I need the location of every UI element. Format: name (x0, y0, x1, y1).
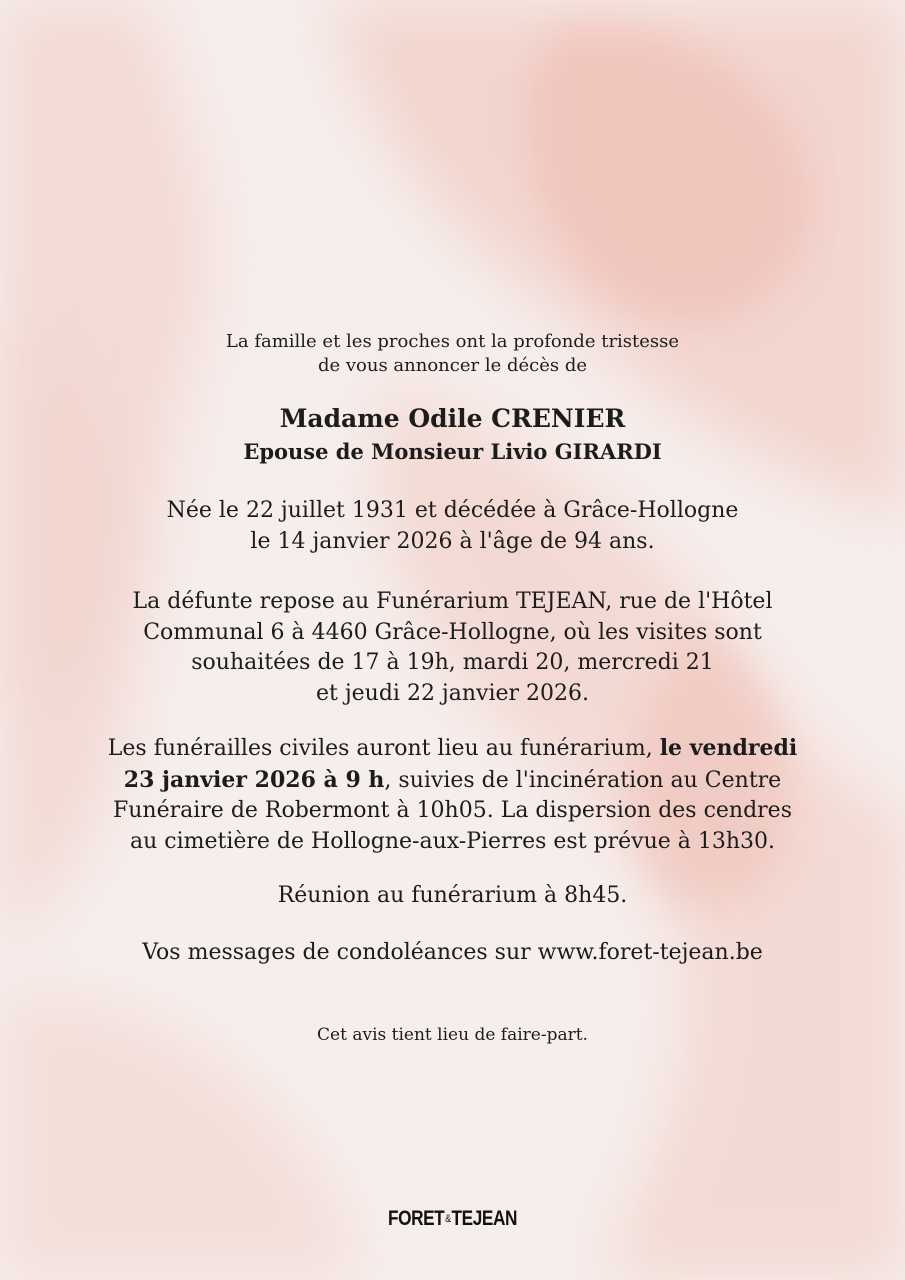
intro-line: de vous annoncer le décès de (317, 355, 588, 376)
birth-death-line: le 14 janvier 2026 à l'âge de 94 ans. (250, 529, 655, 554)
repose-line: souhaitées de 17 à 19h, mardi 20, mercredi 21 (191, 650, 714, 675)
funeral-text: , suivies de l'incinération au Centre (384, 767, 782, 793)
funeral-line (0, 733, 905, 765)
birth-death-paragraph (0, 495, 905, 557)
logo-text-right: TEJEAN (451, 1207, 518, 1230)
foret-tejean-logo (81, 1207, 823, 1231)
funeral-line: Funéraire de Robermont à 10h05. La dispersion des cendres (113, 798, 792, 823)
funeral-paragraph (0, 733, 905, 857)
intro-line: La famille et les proches ont la profonde tristesse (225, 331, 680, 352)
funeral-line (0, 765, 905, 797)
funeral-line: au cimetière de Hollogne-aux-Pierres est prévue à 13h30. (129, 828, 776, 854)
funeral-text: Les funérailles civiles auront lieu au funérarium, (107, 736, 660, 761)
repose-line: et jeudi 22 janvier 2026. (315, 680, 590, 706)
logo-ampersand: & (445, 1213, 451, 1226)
repose-line: Communal 6 à 4460 Grâce-Hollogne, où les visites sont (143, 619, 762, 645)
intro-paragraph (0, 330, 905, 378)
condolences-line: Vos messages de condoléances sur www.foret-tejean.be (142, 940, 763, 965)
spouse-line: Epouse de Monsieur Livio GIRARDI (243, 439, 662, 464)
notice-line: Cet avis tient lieu de faire-part. (317, 1025, 588, 1045)
funeral-date-highlight: le vendredi (659, 735, 798, 761)
birth-death-line: Née le 22 juillet 1931 et décédée à Grâce-Hollogne (166, 498, 739, 523)
deceased-name: Madame Odile CRENIER (279, 404, 626, 433)
repose-line: La défunte repose au Funérarium TEJEAN, rue de l'Hôtel (132, 589, 773, 614)
meeting-line: Réunion au funérarium à 8h45. (277, 883, 628, 908)
logo-text-left: FORET (387, 1207, 445, 1230)
funeral-date-highlight: 23 janvier 2026 à 9 h (123, 766, 385, 793)
repose-paragraph (0, 587, 905, 709)
